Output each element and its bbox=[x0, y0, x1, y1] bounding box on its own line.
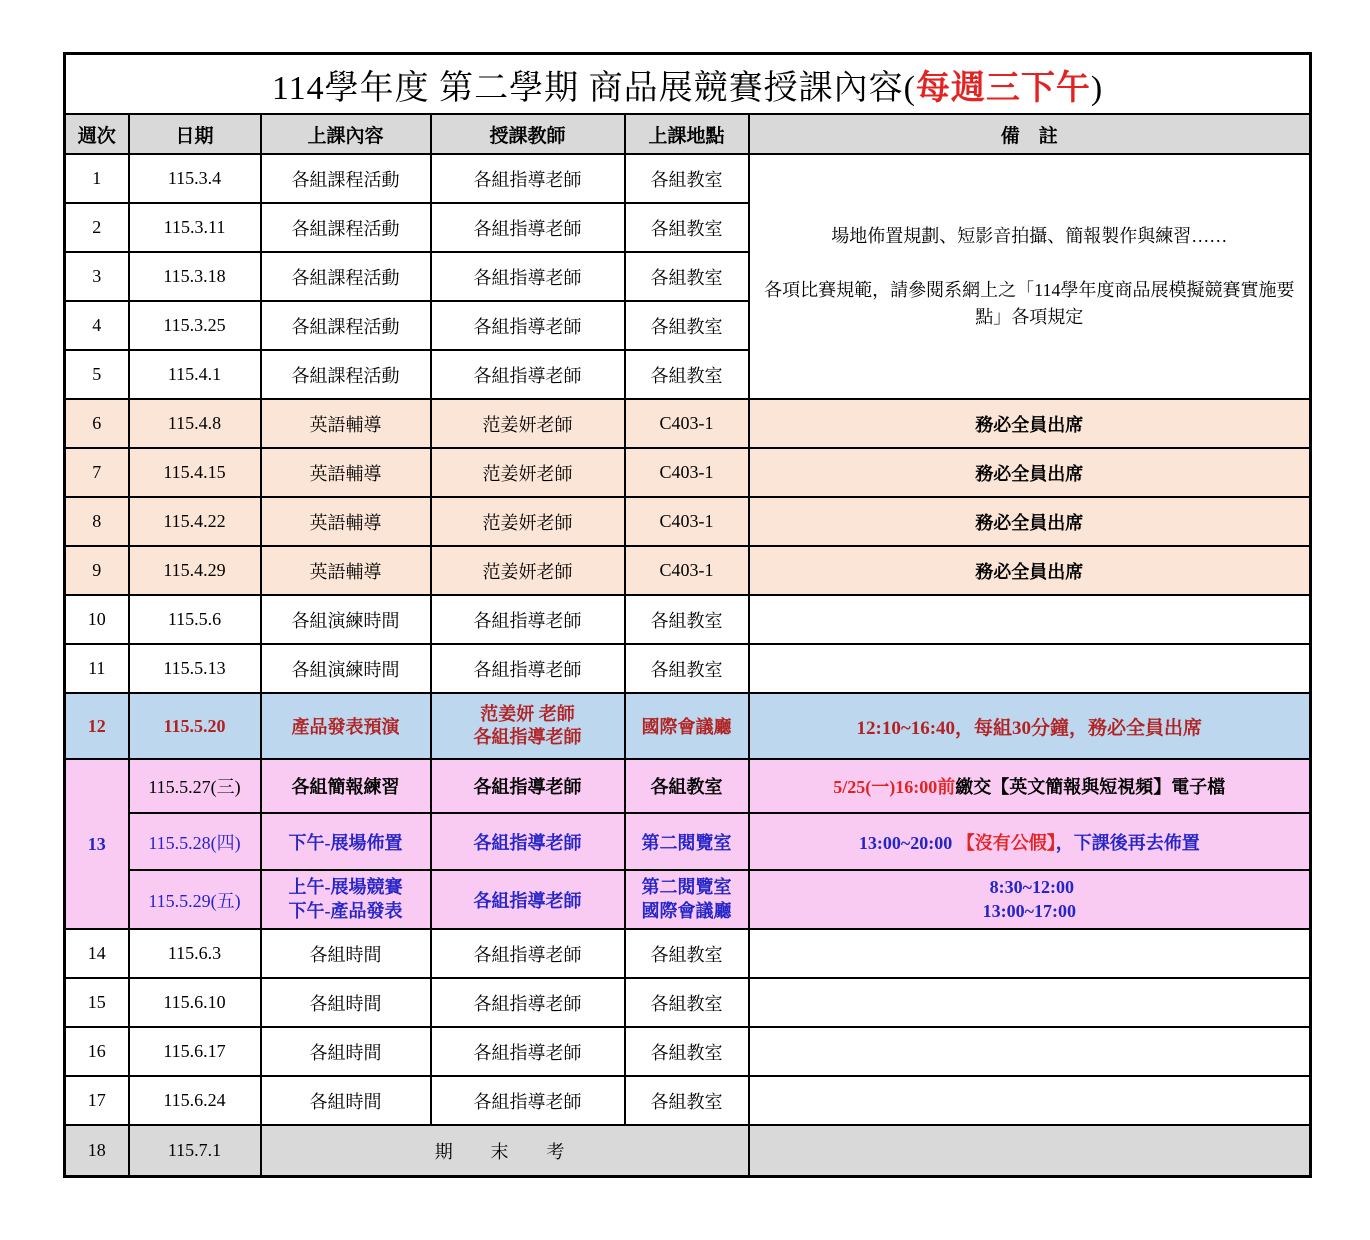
teacher-cell: 各組指導老師 bbox=[431, 813, 625, 870]
col-header-teacher: 授課教師 bbox=[431, 114, 625, 154]
note-cell bbox=[749, 1027, 1311, 1076]
content-cell: 各組課程活動 bbox=[261, 203, 431, 252]
location-cell: 各組教室 bbox=[625, 595, 749, 644]
note-submission: 繳交【英文簡報與短視頻】電子檔 bbox=[955, 777, 1226, 797]
content-cell: 各組課程活動 bbox=[261, 252, 431, 301]
date-cell: 115.6.10 bbox=[129, 978, 261, 1027]
date-cell: 115.7.1 bbox=[129, 1125, 261, 1177]
location-two-lines bbox=[628, 876, 746, 923]
table-row-week-13-fri bbox=[65, 870, 1311, 929]
content-line-1: 上午-展場競賽 bbox=[288, 877, 403, 898]
teacher-cell: 各組指導老師 bbox=[431, 759, 625, 813]
content-two-lines bbox=[264, 876, 428, 923]
title-suffix: ) bbox=[1090, 69, 1104, 107]
table-row-week-14 bbox=[65, 929, 1311, 978]
title-row bbox=[65, 54, 1311, 115]
note-deadline: 5/25(一)16:00前 bbox=[833, 777, 956, 797]
date-cell: 115.4.22 bbox=[129, 497, 261, 546]
teacher-cell bbox=[431, 693, 625, 759]
note-cell bbox=[749, 929, 1311, 978]
date-cell: 115.6.24 bbox=[129, 1076, 261, 1125]
col-header-location: 上課地點 bbox=[625, 114, 749, 154]
shared-note bbox=[752, 223, 1308, 331]
location-line-2: 國際會議廳 bbox=[641, 900, 732, 921]
note-cell: 務必全員出席 bbox=[749, 497, 1311, 546]
date-cell: 115.4.8 bbox=[129, 399, 261, 448]
table-row-week-12 bbox=[65, 693, 1311, 759]
teacher-cell: 各組指導老師 bbox=[431, 1027, 625, 1076]
location-cell: 各組教室 bbox=[625, 203, 749, 252]
content-cell: 產品發表預演 bbox=[261, 693, 431, 759]
week-cell: 14 bbox=[65, 929, 129, 978]
content-cell: 各組課程活動 bbox=[261, 301, 431, 350]
date-cell: 115.5.13 bbox=[129, 644, 261, 693]
note-cell-weeks-1-5 bbox=[749, 154, 1311, 399]
content-line-2: 下午-產品發表 bbox=[288, 900, 403, 921]
content-cell: 英語輔導 bbox=[261, 399, 431, 448]
title-highlight: 每週三下午 bbox=[915, 69, 1091, 107]
teacher-cell: 各組指導老師 bbox=[431, 644, 625, 693]
date-cell: 115.5.29(五) bbox=[129, 870, 261, 929]
note-cell bbox=[749, 813, 1311, 870]
note-time: 13:00~20:00 bbox=[858, 832, 957, 853]
final-exam-cell: 期 末 考 bbox=[261, 1125, 749, 1177]
date-cell: 115.6.3 bbox=[129, 929, 261, 978]
week-cell: 6 bbox=[65, 399, 129, 448]
header-row bbox=[65, 114, 1311, 154]
location-cell: 各組教室 bbox=[625, 252, 749, 301]
date-cell: 115.3.11 bbox=[129, 203, 261, 252]
date-cell: 115.3.18 bbox=[129, 252, 261, 301]
note-line-2: 13:00~17:00 bbox=[982, 900, 1076, 921]
note-cell bbox=[749, 870, 1311, 929]
content-cell: 各組時間 bbox=[261, 1027, 431, 1076]
teacher-cell: 各組指導老師 bbox=[431, 1076, 625, 1125]
week-cell: 9 bbox=[65, 546, 129, 595]
title-text: 114學年度 第二學期 商品展競賽授課內容( bbox=[271, 69, 916, 107]
table-row-week-1 bbox=[65, 154, 1311, 203]
table-row-week-13-wed bbox=[65, 759, 1311, 813]
table-row-week-18 bbox=[65, 1125, 1311, 1177]
date-cell: 115.4.15 bbox=[129, 448, 261, 497]
teacher-cell: 各組指導老師 bbox=[431, 978, 625, 1027]
note-cell bbox=[749, 1076, 1311, 1125]
teacher-cell: 各組指導老師 bbox=[431, 929, 625, 978]
shared-note-line-1: 場地佈置規劃、短影音拍攝、簡報製作與練習…… bbox=[831, 225, 1228, 246]
table-row-week-10 bbox=[65, 595, 1311, 644]
week-cell: 10 bbox=[65, 595, 129, 644]
note-cell bbox=[749, 595, 1311, 644]
week-cell: 2 bbox=[65, 203, 129, 252]
location-cell: 國際會議廳 bbox=[625, 693, 749, 759]
date-cell: 115.5.27(三) bbox=[129, 759, 261, 813]
note-cell bbox=[749, 1125, 1311, 1177]
location-cell: 各組教室 bbox=[625, 759, 749, 813]
table-row-week-13-thu bbox=[65, 813, 1311, 870]
col-header-week: 週次 bbox=[65, 114, 129, 154]
location-cell: 各組教室 bbox=[625, 644, 749, 693]
week-cell: 1 bbox=[65, 154, 129, 203]
teacher-cell: 各組指導老師 bbox=[431, 870, 625, 929]
teacher-cell: 范姜妍老師 bbox=[431, 546, 625, 595]
content-cell: 各組時間 bbox=[261, 1076, 431, 1125]
teacher-cell: 各組指導老師 bbox=[431, 154, 625, 203]
table-row-week-6 bbox=[65, 399, 1311, 448]
note-no-leave: 【沒有公假】 bbox=[956, 832, 1056, 853]
note-cell bbox=[749, 759, 1311, 813]
location-cell: 各組教室 bbox=[625, 154, 749, 203]
note-cell: 12:10~16:40，每組30分鐘，務必全員出席 bbox=[749, 693, 1311, 759]
content-cell: 各組時間 bbox=[261, 929, 431, 978]
content-cell: 各組課程活動 bbox=[261, 350, 431, 399]
note-cell bbox=[749, 644, 1311, 693]
note-two-lines bbox=[752, 876, 1308, 923]
week-cell: 18 bbox=[65, 1125, 129, 1177]
content-cell: 各組課程活動 bbox=[261, 154, 431, 203]
note-cell: 務必全員出席 bbox=[749, 399, 1311, 448]
week-cell: 15 bbox=[65, 978, 129, 1027]
teacher-line-2: 各組指導老師 bbox=[473, 727, 582, 747]
table-row-week-17 bbox=[65, 1076, 1311, 1125]
location-cell: C403-1 bbox=[625, 497, 749, 546]
table-row-week-8 bbox=[65, 497, 1311, 546]
week-cell: 7 bbox=[65, 448, 129, 497]
date-cell: 115.4.1 bbox=[129, 350, 261, 399]
week-cell: 8 bbox=[65, 497, 129, 546]
content-cell: 下午-展場佈置 bbox=[261, 813, 431, 870]
col-header-note: 備 註 bbox=[749, 114, 1311, 154]
teacher-line-1: 范姜妍 老師 bbox=[480, 703, 575, 724]
content-cell: 英語輔導 bbox=[261, 497, 431, 546]
content-cell: 各組演練時間 bbox=[261, 644, 431, 693]
location-cell: 各組教室 bbox=[625, 929, 749, 978]
date-cell: 115.3.25 bbox=[129, 301, 261, 350]
location-cell: 第二閱覽室 bbox=[625, 813, 749, 870]
location-cell: 各組教室 bbox=[625, 1027, 749, 1076]
course-schedule-table bbox=[63, 52, 1312, 1178]
location-cell: C403-1 bbox=[625, 448, 749, 497]
location-cell: 各組教室 bbox=[625, 350, 749, 399]
week-cell: 12 bbox=[65, 693, 129, 759]
content-cell: 英語輔導 bbox=[261, 448, 431, 497]
table-row-week-11 bbox=[65, 644, 1311, 693]
location-cell bbox=[625, 870, 749, 929]
note-cell bbox=[749, 978, 1311, 1027]
location-cell: C403-1 bbox=[625, 546, 749, 595]
teacher-cell: 各組指導老師 bbox=[431, 595, 625, 644]
note-cell: 務必全員出席 bbox=[749, 546, 1311, 595]
date-cell: 115.5.28(四) bbox=[129, 813, 261, 870]
location-cell: 各組教室 bbox=[625, 301, 749, 350]
teacher-cell: 范姜妍老師 bbox=[431, 497, 625, 546]
location-cell: 各組教室 bbox=[625, 978, 749, 1027]
content-cell: 各組時間 bbox=[261, 978, 431, 1027]
content-cell: 各組簡報練習 bbox=[261, 759, 431, 813]
shared-note-line-2: 各項比賽規範，請參閱系網上之「114學年度商品展模擬競賽實施要點」各項規定 bbox=[764, 279, 1295, 327]
date-cell: 115.5.6 bbox=[129, 595, 261, 644]
week-cell: 17 bbox=[65, 1076, 129, 1125]
note-cell: 務必全員出席 bbox=[749, 448, 1311, 497]
teacher-cell: 各組指導老師 bbox=[431, 203, 625, 252]
teacher-cell: 各組指導老師 bbox=[431, 350, 625, 399]
teacher-cell: 范姜妍老師 bbox=[431, 399, 625, 448]
content-cell: 英語輔導 bbox=[261, 546, 431, 595]
note-after-class: ，下課後再去佈置 bbox=[1055, 832, 1200, 853]
col-header-content: 上課內容 bbox=[261, 114, 431, 154]
table-row-week-9 bbox=[65, 546, 1311, 595]
content-cell bbox=[261, 870, 431, 929]
week-cell: 3 bbox=[65, 252, 129, 301]
week-cell-13: 13 bbox=[65, 759, 129, 929]
location-cell: C403-1 bbox=[625, 399, 749, 448]
location-cell: 各組教室 bbox=[625, 1076, 749, 1125]
week-cell: 4 bbox=[65, 301, 129, 350]
page-title bbox=[65, 54, 1311, 115]
col-header-date: 日期 bbox=[129, 114, 261, 154]
teacher-two-lines bbox=[434, 703, 622, 750]
teacher-cell: 范姜妍老師 bbox=[431, 448, 625, 497]
table-row-week-15 bbox=[65, 978, 1311, 1027]
date-cell: 115.6.17 bbox=[129, 1027, 261, 1076]
note-line-1: 8:30~12:00 bbox=[989, 877, 1074, 898]
date-cell: 115.5.20 bbox=[129, 693, 261, 759]
date-cell: 115.3.4 bbox=[129, 154, 261, 203]
table-row-week-16 bbox=[65, 1027, 1311, 1076]
teacher-cell: 各組指導老師 bbox=[431, 301, 625, 350]
teacher-cell: 各組指導老師 bbox=[431, 252, 625, 301]
table-row-week-7 bbox=[65, 448, 1311, 497]
location-line-1: 第二閱覽室 bbox=[641, 877, 732, 898]
week-cell: 16 bbox=[65, 1027, 129, 1076]
content-cell: 各組演練時間 bbox=[261, 595, 431, 644]
date-cell: 115.4.29 bbox=[129, 546, 261, 595]
week-cell: 11 bbox=[65, 644, 129, 693]
week-cell: 5 bbox=[65, 350, 129, 399]
